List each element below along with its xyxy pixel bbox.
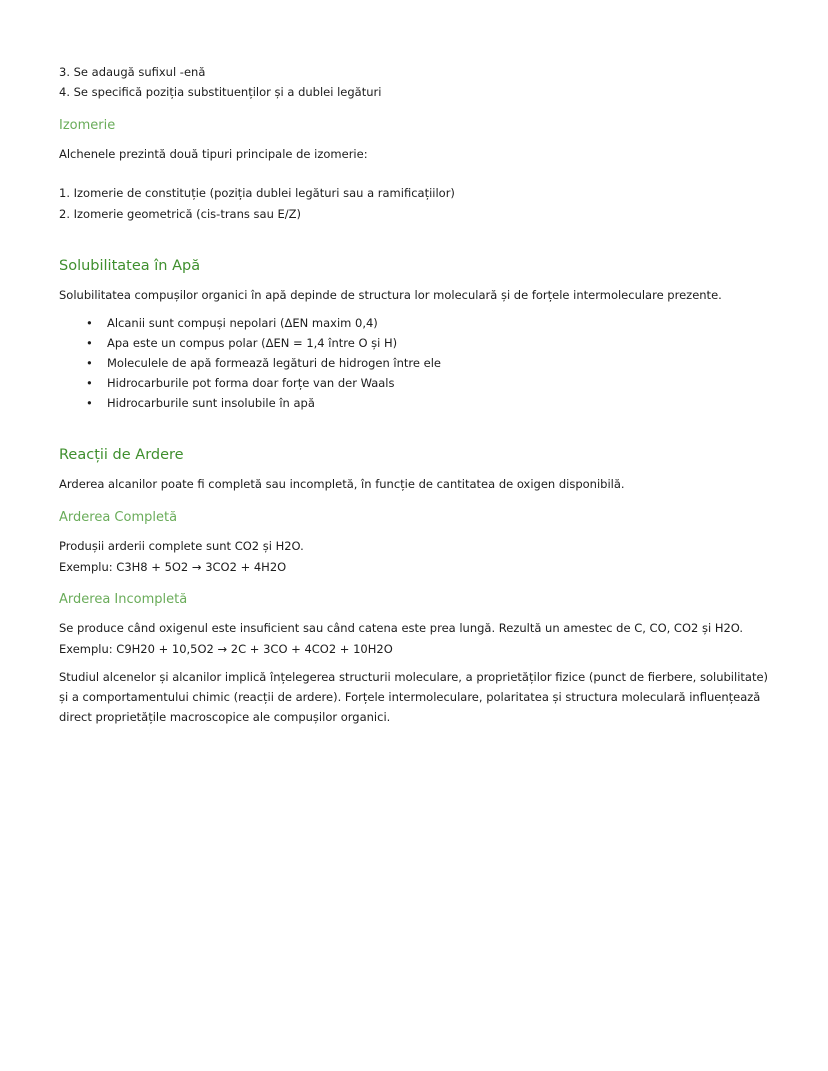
section-heading-solubilitate: Solubilitatea în Apă — [59, 258, 201, 274]
subsection-heading-incompleta: Arderea Incompletă — [59, 592, 188, 607]
solubilitate-list — [59, 313, 769, 413]
conclusion-paragraph: Studiul alcenelor și alcanilor implică înțelegerea structurii moleculare, a proprietăților fizice (punct de fierbere, solubilitate) și a comportamentului chimic (reacții de ardere). Forțele intermoleculare, polaritatea și structura moleculară influențează direct proprietățile macroscopice ale compușilor organici. — [59, 670, 769, 724]
completa-text — [59, 536, 769, 577]
naming-step: 3. Se adaugă sufixul -enă — [59, 65, 206, 79]
paragraph-line: Se produce când oxigenul este insuficient sau când catena este prea lungă. Rezultă un amestec de C, CO, CO2 și H2O. — [59, 621, 744, 635]
paragraph: Arderea alcanilor poate fi completă sau incompletă, în funcție de cantitatea de oxigen disponibilă. — [59, 477, 625, 491]
bullet-icon: • — [86, 356, 93, 370]
izomerie-list — [59, 183, 769, 224]
list-item: 2. Izomerie geometrică (cis-trans sau E/Z) — [59, 207, 302, 221]
bullet-icon: • — [86, 316, 93, 330]
equation-line: Exemplu: C3H8 + 5O2 → 3CO2 + 4H2O — [59, 560, 287, 574]
bullet-icon: • — [86, 396, 93, 410]
list-item: • Hidrocarburile pot forma doar forțe van der Waals — [59, 373, 769, 393]
incompleta-text — [59, 618, 769, 659]
equation-line: Exemplu: C9H20 + 10,5O2 → 2C + 3CO + 4CO2 + 10H2O — [59, 642, 393, 656]
subsection-heading-completa: Arderea Completă — [59, 510, 178, 525]
list-item: 1. Izomerie de constituție (poziția dublei legături sau a ramificațiilor) — [59, 186, 455, 200]
list-item: • Moleculele de apă formează legături de hidrogen între ele — [59, 353, 769, 373]
section-heading-ardere: Reacții de Ardere — [59, 447, 184, 463]
naming-step: 4. Se specifică poziția substituenților și a dublei legături — [59, 85, 382, 99]
section-heading-izomerie: Izomerie — [59, 118, 116, 133]
paragraph: Alchenele prezintă două tipuri principale de izomerie: — [59, 147, 368, 161]
paragraph-line: Produșii arderii complete sunt CO2 și H2O. — [59, 539, 304, 553]
list-item: • Hidrocarburile sunt insolubile în apă — [59, 393, 769, 413]
bullet-icon: • — [86, 336, 93, 350]
list-item: • Apa este un compus polar (ΔEN = 1,4 între O și H) — [59, 333, 769, 353]
naming-steps — [59, 62, 769, 102]
document-page — [59, 62, 769, 727]
bullet-icon: • — [86, 376, 93, 390]
paragraph: Solubilitatea compușilor organici în apă depinde de structura lor moleculară și de forțele intermoleculare prezente. — [59, 288, 722, 302]
list-item: • Alcanii sunt compuși nepolari (ΔEN maxim 0,4) — [59, 313, 769, 333]
